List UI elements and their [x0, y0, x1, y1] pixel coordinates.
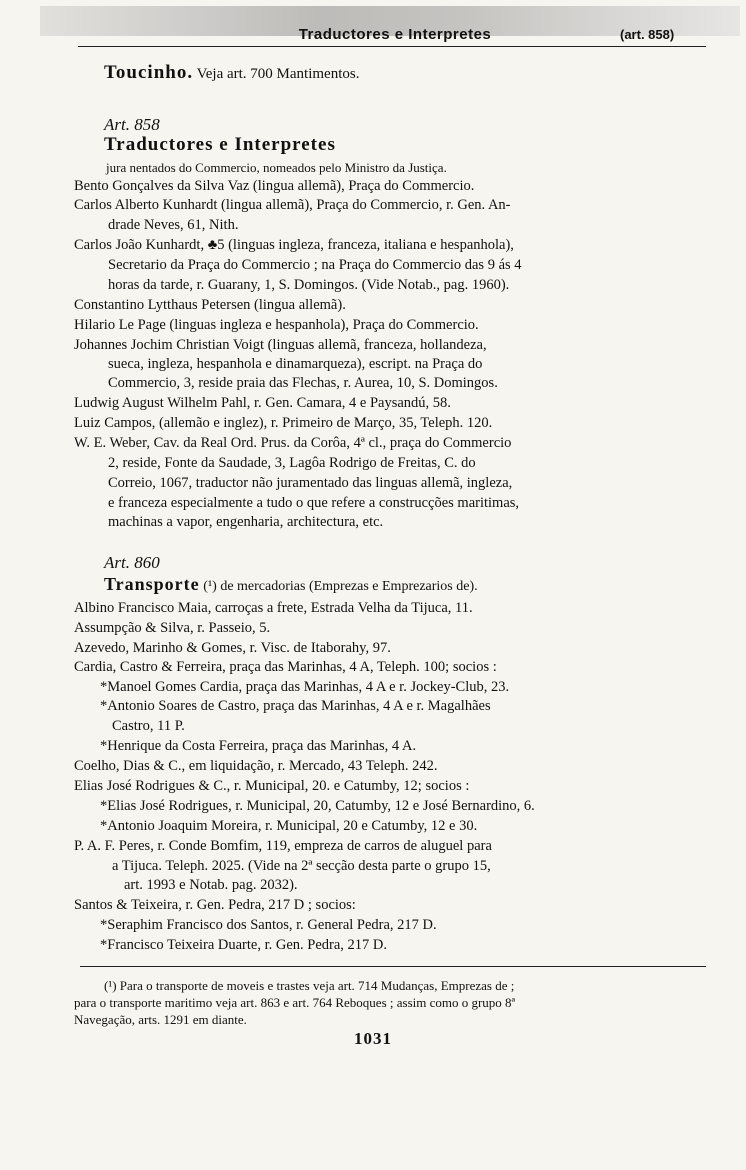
entry-line: *Elias José Rodrigues, r. Municipal, 20, Catumby, 12 e José Bernardino, 6. [100, 798, 535, 814]
entry-line: Albino Francisco Maia, carroças a frete, Estrada Velha da Tijuca, 11. [74, 600, 473, 616]
xref-entry [104, 64, 359, 83]
entry-line: Elias José Rodrigues & C., r. Municipal, 20. e Catumby, 12; socios : [74, 778, 470, 794]
entry-line: machinas a vapor, engenharia, architectura, etc. [108, 514, 384, 530]
running-head-title: Traductores e Interpretes [298, 26, 492, 43]
footnote-line: Navegação, arts. 1291 em diante. [74, 1012, 247, 1027]
entry-line: Luiz Campos, (allemão e inglez), r. Primeiro de Março, 35, Teleph. 120. [74, 415, 493, 431]
art-858-number: Art. 858 [104, 115, 160, 134]
entry-line: Coelho, Dias & C., em liquidação, r. Mercado, 43 Teleph. 242. [74, 758, 438, 774]
entry-line: Carlos Alberto Kunhardt (lingua allemã), Praça do Commercio, r. Gen. An- [74, 197, 511, 213]
entry-line: *Henrique da Costa Ferreira, praça das Marinhas, 4 A. [100, 738, 417, 754]
entry-line: *Manoel Gomes Cardia, praça das Marinhas, 4 A e r. Jockey-Club, 23. [100, 679, 510, 695]
entry-line: W. E. Weber, Cav. da Real Ord. Prus. da Corôa, 4ª cl., praça do Commercio [74, 435, 512, 451]
header-rule [78, 46, 706, 47]
art-860-number: Art. 860 [104, 553, 160, 572]
footnote-line: para o transporte maritimo veja art. 863 e art. 764 Reboques ; assim como o grupo 8ª [74, 995, 516, 1010]
entry-line: Castro, 11 P. [112, 718, 185, 734]
art-860-heading: Transporte [104, 574, 200, 594]
entry-line: Correio, 1067, traductor não juramentado das linguas allemã, ingleza, [108, 475, 513, 491]
entry-line: *Seraphim Francisco dos Santos, r. General Pedra, 217 D. [100, 917, 437, 933]
footnote-line: (¹) Para o transporte de moveis e trastes veja art. 714 Mudanças, Emprezas de ; [104, 978, 515, 993]
entry-line: Hilario Le Page (linguas ingleza e hespanhola), Praça do Commercio. [74, 317, 479, 333]
entry-line: Bento Gonçalves da Silva Vaz (lingua allemã), Praça do Commercio. [74, 178, 475, 194]
entry-line: *Antonio Soares de Castro, praça das Marinhas, 4 A e r. Magalhães [100, 698, 491, 714]
entry-line: *Francisco Teixeira Duarte, r. Gen. Pedra, 217 D. [100, 937, 388, 953]
entry-line: a Tijuca. Teleph. 2025. (Vide na 2ª secção desta parte o grupo 15, [112, 858, 491, 874]
running-head-art: (art. 858) [620, 27, 675, 42]
footnote-rule [80, 966, 706, 967]
entry-line: art. 1993 e Notab. pag. 2032). [124, 877, 298, 893]
entry-line: Secretario da Praça do Commercio ; na Praça do Commercio das 9 ás 4 [108, 257, 522, 273]
xref-word: Toucinho. [104, 62, 194, 83]
entry-line: 2, reside, Fonte da Saudade, 3, Lagôa Rodrigo de Freitas, C. do [108, 455, 476, 471]
art-860-heading-rest: (¹) de mercadorias (Emprezas e Emprezarios de). [203, 579, 478, 594]
entry-line: Assumpção & Silva, r. Passeio, 5. [74, 620, 271, 636]
art-860-heading-line [104, 575, 478, 596]
entry-line: Commercio, 3, reside praia das Flechas, r. Aurea, 10, S. Domingos. [108, 375, 498, 391]
entry-line: horas da tarde, r. Guarany, 1, S. Domingos. (Vide Notab., pag. 1960). [108, 277, 510, 293]
xref-text: Veja art. 700 Mantimentos. [196, 66, 360, 82]
entry-line: Ludwig August Wilhelm Pahl, r. Gen. Camara, 4 e Paysandú, 58. [74, 395, 451, 411]
art-858-heading: Traductores e Interpretes [104, 134, 336, 155]
entry-line: e franceza especialmente a tudo o que refere a construcções maritimas, [108, 495, 520, 511]
entry-line: Johannes Jochim Christian Voigt (linguas allemã, franceza, hollandeza, [74, 337, 487, 353]
entry-line: Santos & Teixeira, r. Gen. Pedra, 217 D ; socios: [74, 897, 356, 913]
entry-line: *Antonio Joaquim Moreira, r. Municipal, 20 e Catumby, 12 e 30. [100, 818, 478, 834]
entry-line: Carlos João Kunhardt, ♣5 (linguas ingleza, franceza, italiana e hespanhola), [74, 237, 514, 253]
page-number: 1031 [354, 1029, 392, 1048]
entry-line: sueca, ingleza, hespanhola e dinamarqueza), escript. na Praça do [108, 356, 483, 372]
entry-line: Constantino Lytthaus Petersen (lingua allemã). [74, 297, 346, 313]
entry-line: Azevedo, Marinho & Gomes, r. Visc. de Itaborahy, 97. [74, 640, 391, 656]
entry-line: drade Neves, 61, Nith. [108, 217, 239, 233]
entry-line: jura nentados do Commercio, nomeados pelo Ministro da Justiça. [106, 160, 447, 175]
entry-line: P. A. F. Peres, r. Conde Bomfim, 119, empreza de carros de aluguel para [74, 838, 492, 854]
entry-line: Cardia, Castro & Ferreira, praça das Marinhas, 4 A, Teleph. 100; socios : [74, 659, 497, 675]
